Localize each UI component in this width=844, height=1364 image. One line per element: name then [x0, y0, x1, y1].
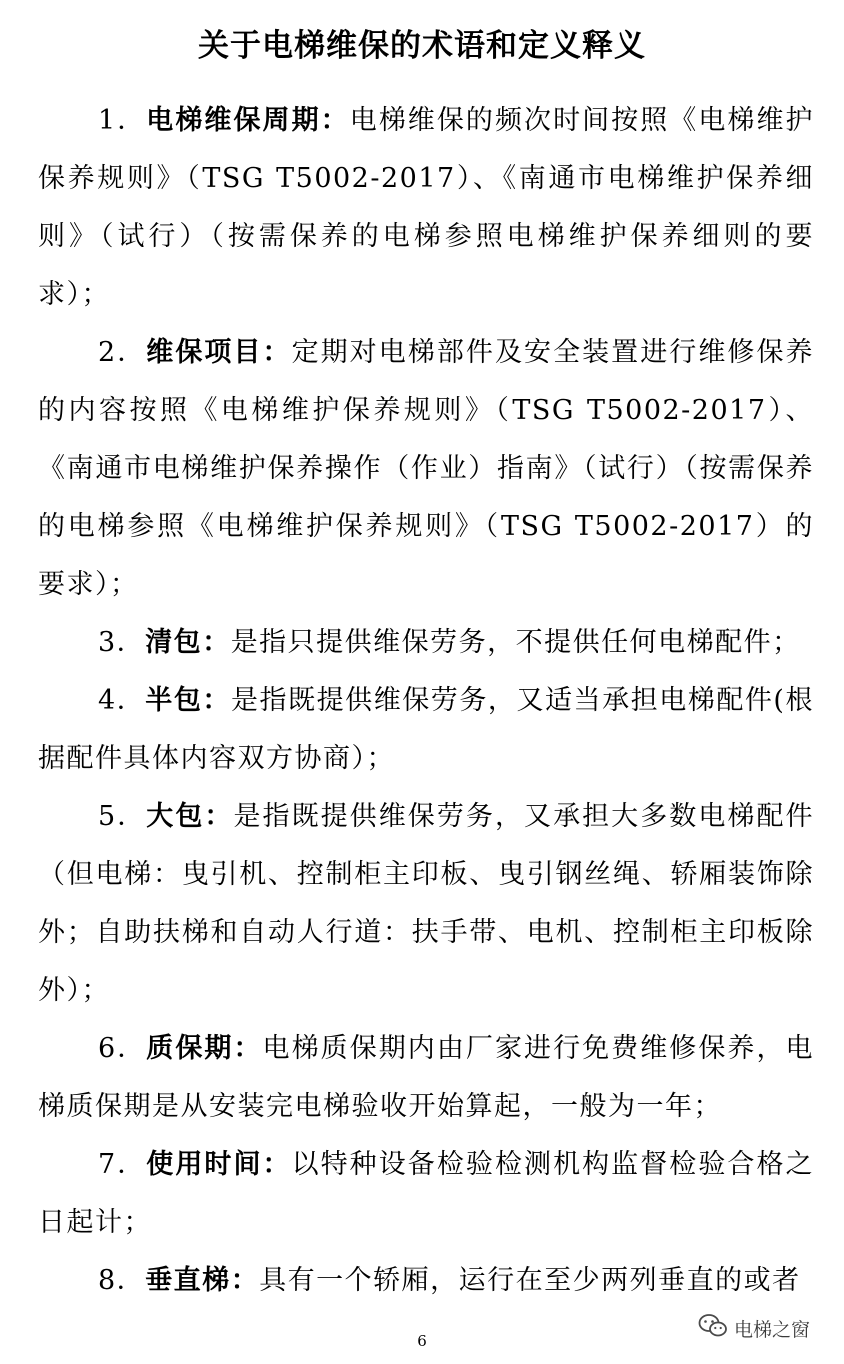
- item-text: 定期对电梯部件及安全装置进行维修保养的内容按照《电梯维护保养规则》（TSG T5002-2017）、《南通市电梯维护保养操作（作业）指南》（试行）（按需保养的电梯参照《电梯维护保养规则》（TSG T5002-2017）的要求）；: [38, 337, 815, 600]
- item-number: 4．: [98, 685, 146, 716]
- definition-item-7: [38, 1136, 814, 1252]
- item-number: 3．: [98, 627, 146, 658]
- watermark-label: 电梯之窗: [734, 1318, 811, 1341]
- item-term: 维保项目：: [146, 337, 292, 368]
- item-term: 质保期：: [146, 1033, 263, 1064]
- definition-item-2: [38, 324, 814, 614]
- item-term: 半包：: [145, 685, 231, 716]
- item-number: 5．: [98, 801, 147, 832]
- definition-item-3: [38, 614, 814, 672]
- document-body: [38, 92, 814, 1310]
- item-text: 是指既提供维保劳务，又承担大多数电梯配件（但电梯：曳引机、控制柜主印板、曳引钢丝绳、轿厢装饰除外；自助扶梯和自动人行道：扶手带、电机、控制柜主印板除外）；: [38, 801, 815, 1006]
- item-number: 7．: [98, 1149, 147, 1180]
- item-term: 垂直梯：: [145, 1265, 260, 1296]
- item-text: 是指既提供维保劳务，又适当承担电梯配件(根据配件具体内容双方协商）；: [38, 685, 814, 774]
- item-text: 是指只提供维保劳务，不提供任何电梯配件；: [230, 627, 801, 658]
- item-text: 电梯质保期内由厂家进行免费维修保养，电梯质保期是从安装完电梯验收开始算起，一般为一年；: [38, 1033, 815, 1122]
- definition-item-4: [38, 672, 814, 788]
- item-text: 以特种设备检验检测机构监督检验合格之日起计；: [38, 1149, 815, 1238]
- item-term: 大包：: [146, 801, 234, 832]
- page-number: 6: [417, 1332, 427, 1350]
- item-term: 使用时间：: [146, 1149, 292, 1180]
- definition-item-8: [38, 1252, 814, 1310]
- item-number: 2．: [98, 337, 147, 368]
- item-text: 电梯维保的频次时间按照《电梯维护保养规则》（TSG T5002-2017）、《南通市电梯维护保养细则》（试行）（按需保养的电梯参照电梯维护保养细则的要求）；: [38, 105, 815, 310]
- page-title: 关于电梯维保的术语和定义释义: [198, 28, 646, 64]
- definition-item-6: [38, 1020, 814, 1136]
- item-number: 1．: [98, 105, 147, 136]
- definition-item-5: [38, 788, 814, 1020]
- item-number: 6．: [98, 1033, 147, 1064]
- item-term: 清包：: [145, 627, 231, 658]
- item-number: 8．: [98, 1265, 146, 1296]
- item-term: 电梯维保周期：: [146, 105, 350, 136]
- item-text: 具有一个轿厢，运行在至少两列垂直的或者: [259, 1265, 801, 1296]
- definition-item-1: [38, 92, 814, 324]
